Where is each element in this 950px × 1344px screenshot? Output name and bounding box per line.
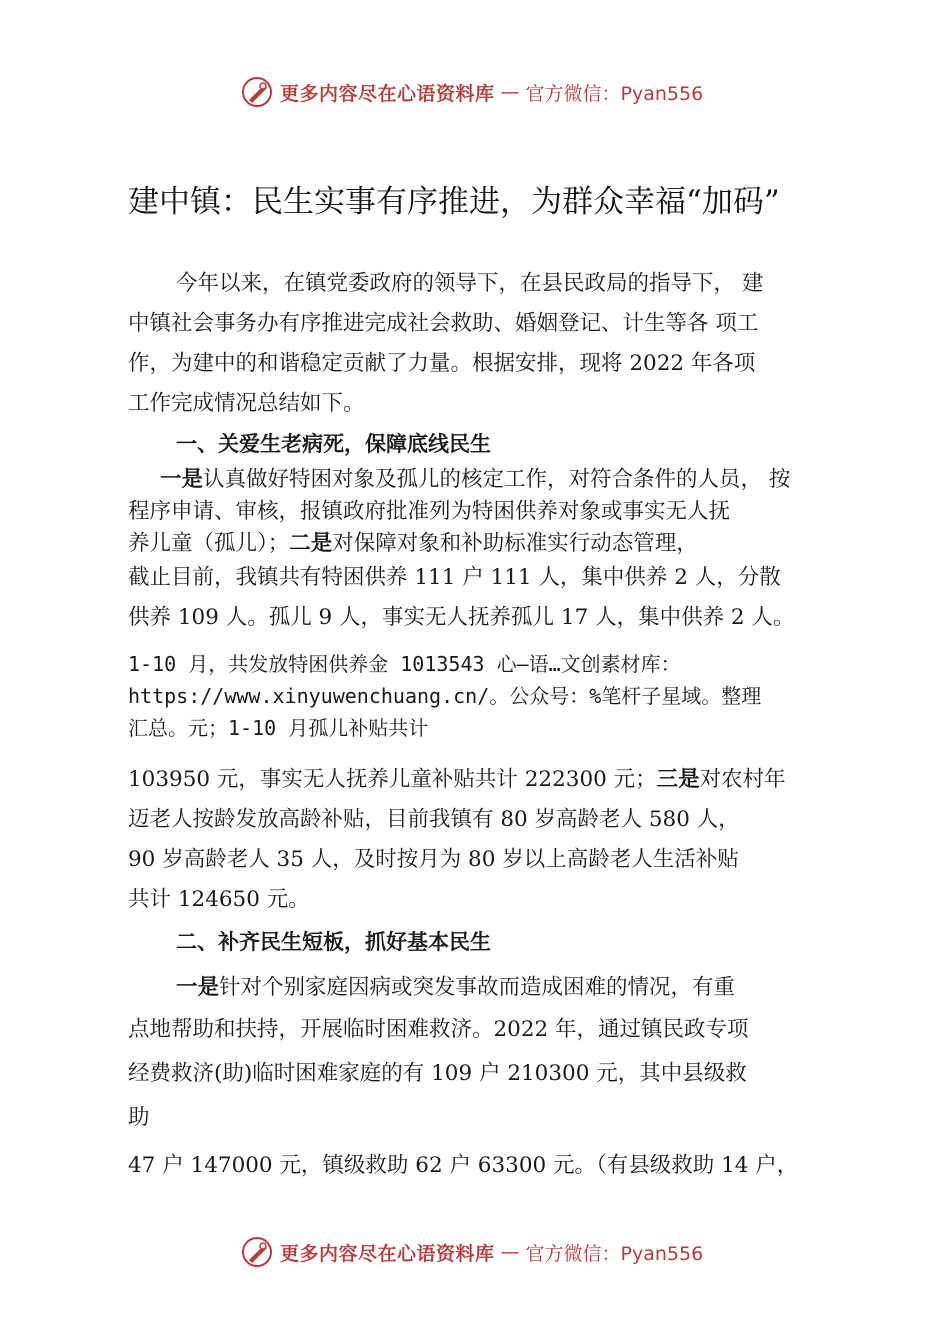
keyword-first: 一是 [176,975,220,1000]
paragraph-line: 供养 109 人。孤儿 9 人，事实无人抚养孤儿 17 人，集中供养 2 人。 [128,605,795,630]
pen-logo-icon [240,1235,274,1269]
paragraph-line: 助 [128,1105,150,1130]
watermark-brand: 更多内容尽在心语资料库 [280,1242,495,1265]
paragraph-line: 共计 124650 元。 [128,887,310,912]
paragraph-line: 1-10 月，共发放特困供养金 1013543 心—语…文创素材库： [128,652,681,676]
paragraph-line: 养儿童（孤儿）；二是对保障对象和补助标准实行动态管理， [128,531,698,556]
paragraph-line: 程序申请、审核，报镇政府批准列为特困供养对象或事实无人抚 [128,499,731,524]
paragraph-line: 103950 元，事实无人抚养儿童补贴共计 222300 元；三是对农村年 [128,767,786,792]
paragraph-line: 迈老人按龄发放高龄补贴，目前我镇有 80 岁高龄老人 580 人， [128,807,740,832]
paragraph-line: 一是认真做好特困对象及孤儿的核定工作，对符合条件的人员， 按 [160,467,791,492]
paragraph-line: 汇总。元；1-10 月孤儿补贴共计 [128,716,429,740]
paragraph-line: 一是针对个别家庭因病或突发事故而造成困难的情况，有重 [176,975,736,1000]
paragraph-line: 今年以来，在镇党委政府的领导下，在县民政局的指导下， 建 [176,271,764,296]
watermark-footer [240,1234,703,1270]
watermark-wechat: 官方微信：Pyan556 [525,1242,704,1265]
keyword-second: 二是 [289,531,333,556]
pen-logo-icon [240,75,274,109]
watermark-header [240,74,703,110]
paragraph-line: 作，为建中的和谐稳定贡献了力量。根据安排，现将 2022 年各项 [128,351,756,376]
page-title: 建中镇：民生实事有序推进，为群众幸福“加码” [128,184,780,220]
keyword-third: 三是 [656,767,700,792]
paragraph-line: 47 户 147000 元，镇级救助 62 户 63300 元。（有县级救助 14 户， [128,1153,799,1178]
paragraph-line: 工作完成情况总结如下。 [128,391,365,416]
paragraph-line: 截止目前，我镇共有特困供养 111 户 111 人，集中供养 2 人，分散 [128,565,781,590]
paragraph-line: 点地帮助和扶持，开展临时困难救济。2022 年，通过镇民政专项 [128,1017,749,1042]
section-heading-1: 一、关爱生老病死，保障底线民生 [176,432,491,456]
watermark-wechat: 官方微信：Pyan556 [525,82,704,105]
watermark-brand: 更多内容尽在心语资料库 [280,82,495,105]
section-heading-2: 二、补齐民生短板，抓好基本民生 [176,930,491,954]
paragraph-line: 90 岁高龄老人 35 人，及时按月为 80 岁以上高龄老人生活补贴 [128,847,739,872]
paragraph-line: 经费救济(助)临时困难家庭的有 109 户 210300 元，其中县级救 [128,1061,747,1086]
watermark-dash: — [500,81,520,103]
paragraph-line: https://www.xinyuwenchuang.cn/。公众号：%笔杆子星域。整理 [128,684,762,708]
watermark-dash: — [500,1241,520,1263]
paragraph-line: 中镇社会事务办有序推进完成社会救助、婚姻登记、计生等各 项工 [128,311,759,336]
keyword-first: 一是 [160,467,204,492]
